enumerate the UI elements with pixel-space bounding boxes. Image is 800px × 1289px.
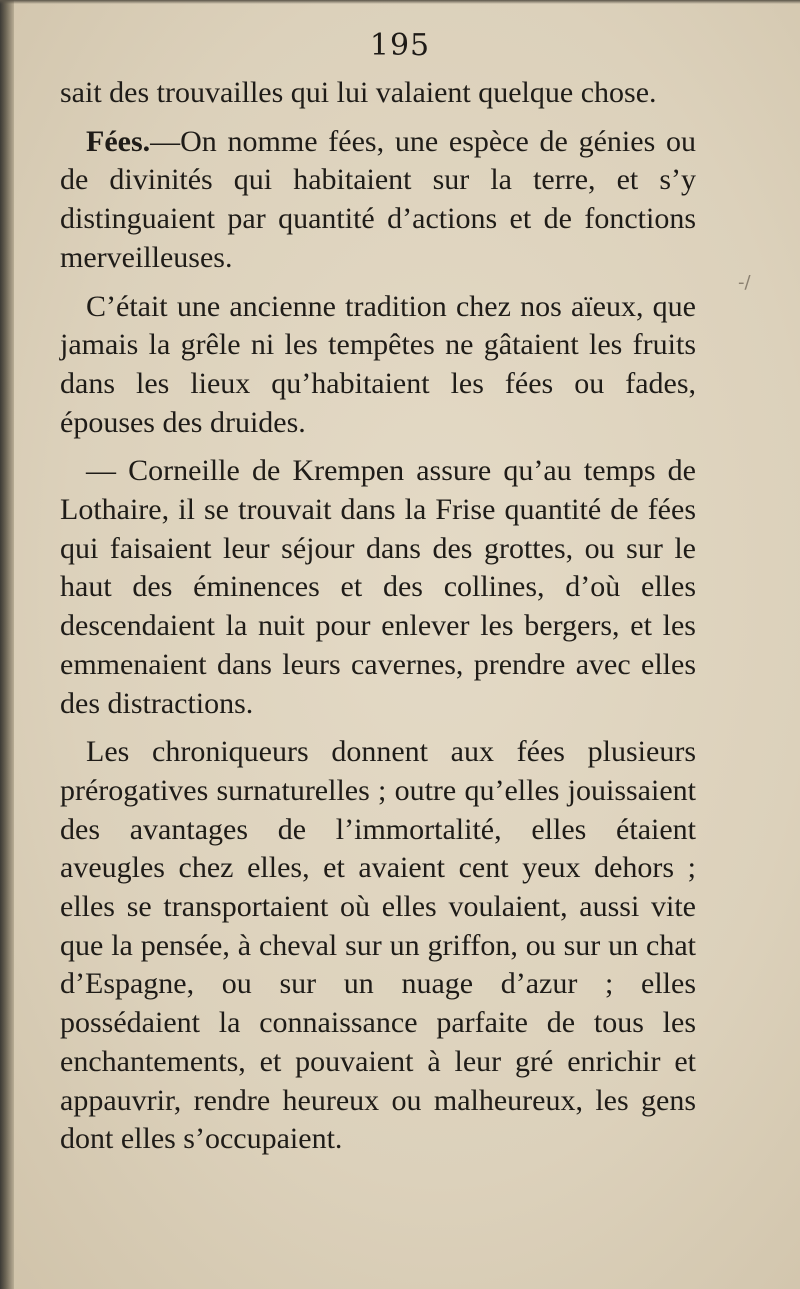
page-body-text	[60, 74, 696, 1159]
margin-pencil-mark: -/	[738, 272, 751, 293]
paragraph-fees-definition	[60, 123, 696, 278]
page-top-edge	[0, 0, 800, 4]
paragraph-continuation: sait des trouvailles qui lui valaient quelque chose.	[60, 76, 657, 109]
page-number: 195	[369, 28, 431, 63]
paragraph-tradition: C’était une ancienne tradition chez nos aïeux, que jamais la grêle ni les tempêtes ne gâtaient les fruits dans les lieux qu’habitaient les fées ou fades, épouses des druides.	[60, 289, 696, 439]
book-spine-shadow	[0, 0, 14, 1289]
paragraph-corneille: — Corneille de Krempen assure qu’au temps de Lothaire, il se trouvait dans la Frise quantité de fées qui faisaient leur séjour dans des grottes, ou sur le haut des éminences et des collines, d’où elles descendaient la nuit pour enlever les bergers, et les emmenaient dans leurs cavernes, prendre avec elles des distractions.	[60, 454, 696, 720]
paragraph-chroniqueurs: Les chroniqueurs donnent aux fées plusieurs prérogatives surnaturelles ; outre qu’elles jouissaient des avantages de l’immortalité, elles étaient aveugles chez elles, et avaient cent yeux dehors ; elles se transportaient où elles voulaient, aussi vite que la pensée, à cheval sur un griffon, ou sur un chat d’Espagne, ou sur un nuage d’azur ; elles possédaient la connaissance parfaite de tous les enchantements, et pouvaient à leur gré enrichir et appauvrir, rendre heureux ou malheureux, les gens dont elles s’occupaient.	[60, 735, 696, 1156]
paragraph-fees-text: —On nomme fées, une espèce de génies ou de divinités qui habitaient sur la terre, et s’y distinguaient par quantité d’actions et de fonctions merveilleuses.	[60, 124, 696, 274]
entry-headword: Fées.	[86, 124, 151, 158]
